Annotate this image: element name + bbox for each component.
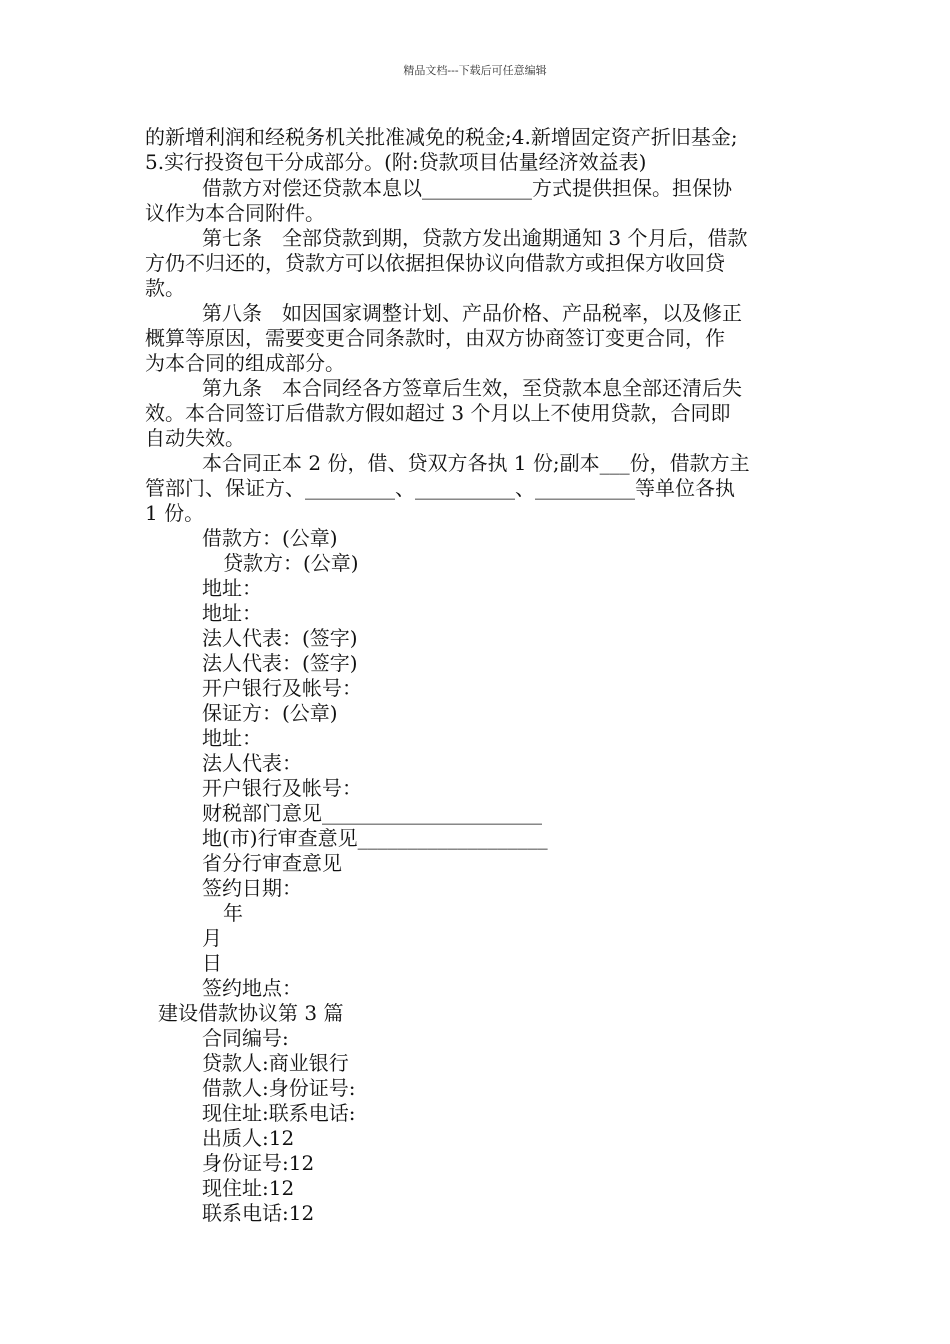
body-line: 概算等原因，需要变更合同条款时，由双方协商签订变更合同，作 bbox=[145, 326, 725, 350]
body-line: 第八条 如因国家调整计划、产品价格、产品税率，以及修正 bbox=[202, 301, 742, 325]
signature-field: 法人代表： bbox=[202, 751, 302, 775]
body-line: 5.实行投资包干分成部分。(附:贷款项目估量经济效益表) bbox=[145, 150, 647, 174]
body-line: 的新增利润和经税务机关批准减免的税金;4.新增固定资产折旧基金; bbox=[145, 125, 738, 149]
body-line: 本合同正本 2 份，借、贷双方各执 1 份;副本___份，借款方主 bbox=[202, 451, 750, 475]
contract-field: 合同编号: bbox=[202, 1026, 289, 1050]
body-line: 方仍不归还的，贷款方可以依据担保协议向借款方或担保方收回贷 bbox=[145, 251, 725, 275]
signature-field: 开户银行及帐号： bbox=[202, 776, 362, 800]
signature-field: 地址： bbox=[202, 576, 262, 600]
section-title: 建设借款协议第 3 篇 bbox=[158, 1001, 344, 1025]
body-line: 1 份。 bbox=[145, 501, 205, 525]
signature-field: 开户银行及帐号： bbox=[202, 676, 362, 700]
signature-field: 地址： bbox=[202, 601, 262, 625]
date-year: 年 bbox=[223, 901, 243, 925]
body-line: 借款方对偿还贷款本息以___________方式提供担保。担保协 bbox=[202, 176, 732, 200]
signature-field: 借款方：(公章) bbox=[202, 526, 338, 550]
body-line: 为本合同的组成部分。 bbox=[145, 351, 345, 375]
signature-field: 保证方：(公章) bbox=[202, 701, 338, 725]
body-line: 自动失效。 bbox=[145, 426, 245, 450]
signature-field: 地址： bbox=[202, 726, 262, 750]
page-header: 精品文档---下载后可任意编辑 bbox=[403, 64, 547, 77]
signature-field: 省分行审查意见 bbox=[202, 851, 342, 875]
contract-field: 贷款人:商业银行 bbox=[202, 1051, 349, 1075]
body-line: 效。本合同签订后借款方假如超过 3 个月以上不使用贷款，合同即 bbox=[145, 401, 731, 425]
signature-field: 法人代表：(签字) bbox=[202, 626, 358, 650]
body-line: 款。 bbox=[145, 276, 185, 300]
contract-field: 借款人:身份证号: bbox=[202, 1076, 356, 1100]
signature-field: 签约地点： bbox=[202, 976, 302, 1000]
body-line: 第九条 本合同经各方签章后生效，至贷款本息全部还清后失 bbox=[202, 376, 742, 400]
date-day: 日 bbox=[202, 951, 222, 975]
body-line: 议作为本合同附件。 bbox=[145, 201, 325, 225]
contract-field: 现住址:12 bbox=[202, 1176, 295, 1200]
signature-field: 签约日期： bbox=[202, 876, 302, 900]
body-line: 第七条 全部贷款到期，贷款方发出逾期通知 3 个月后，借款 bbox=[202, 226, 748, 250]
contract-field: 联系电话:12 bbox=[202, 1201, 315, 1225]
signature-field: 贷款方：(公章) bbox=[223, 551, 359, 575]
signature-field: 财税部门意见______________________ bbox=[202, 801, 542, 825]
contract-field: 身份证号:12 bbox=[202, 1151, 315, 1175]
contract-field: 现住址:联系电话: bbox=[202, 1101, 356, 1125]
contract-field: 出质人:12 bbox=[202, 1126, 295, 1150]
date-month: 月 bbox=[202, 926, 222, 950]
body-line: 管部门、保证方、_________、__________、__________等单位各执 bbox=[145, 476, 735, 500]
signature-field: 法人代表：(签字) bbox=[202, 651, 358, 675]
signature-field: 地(市)行审查意见___________________ bbox=[202, 826, 548, 850]
